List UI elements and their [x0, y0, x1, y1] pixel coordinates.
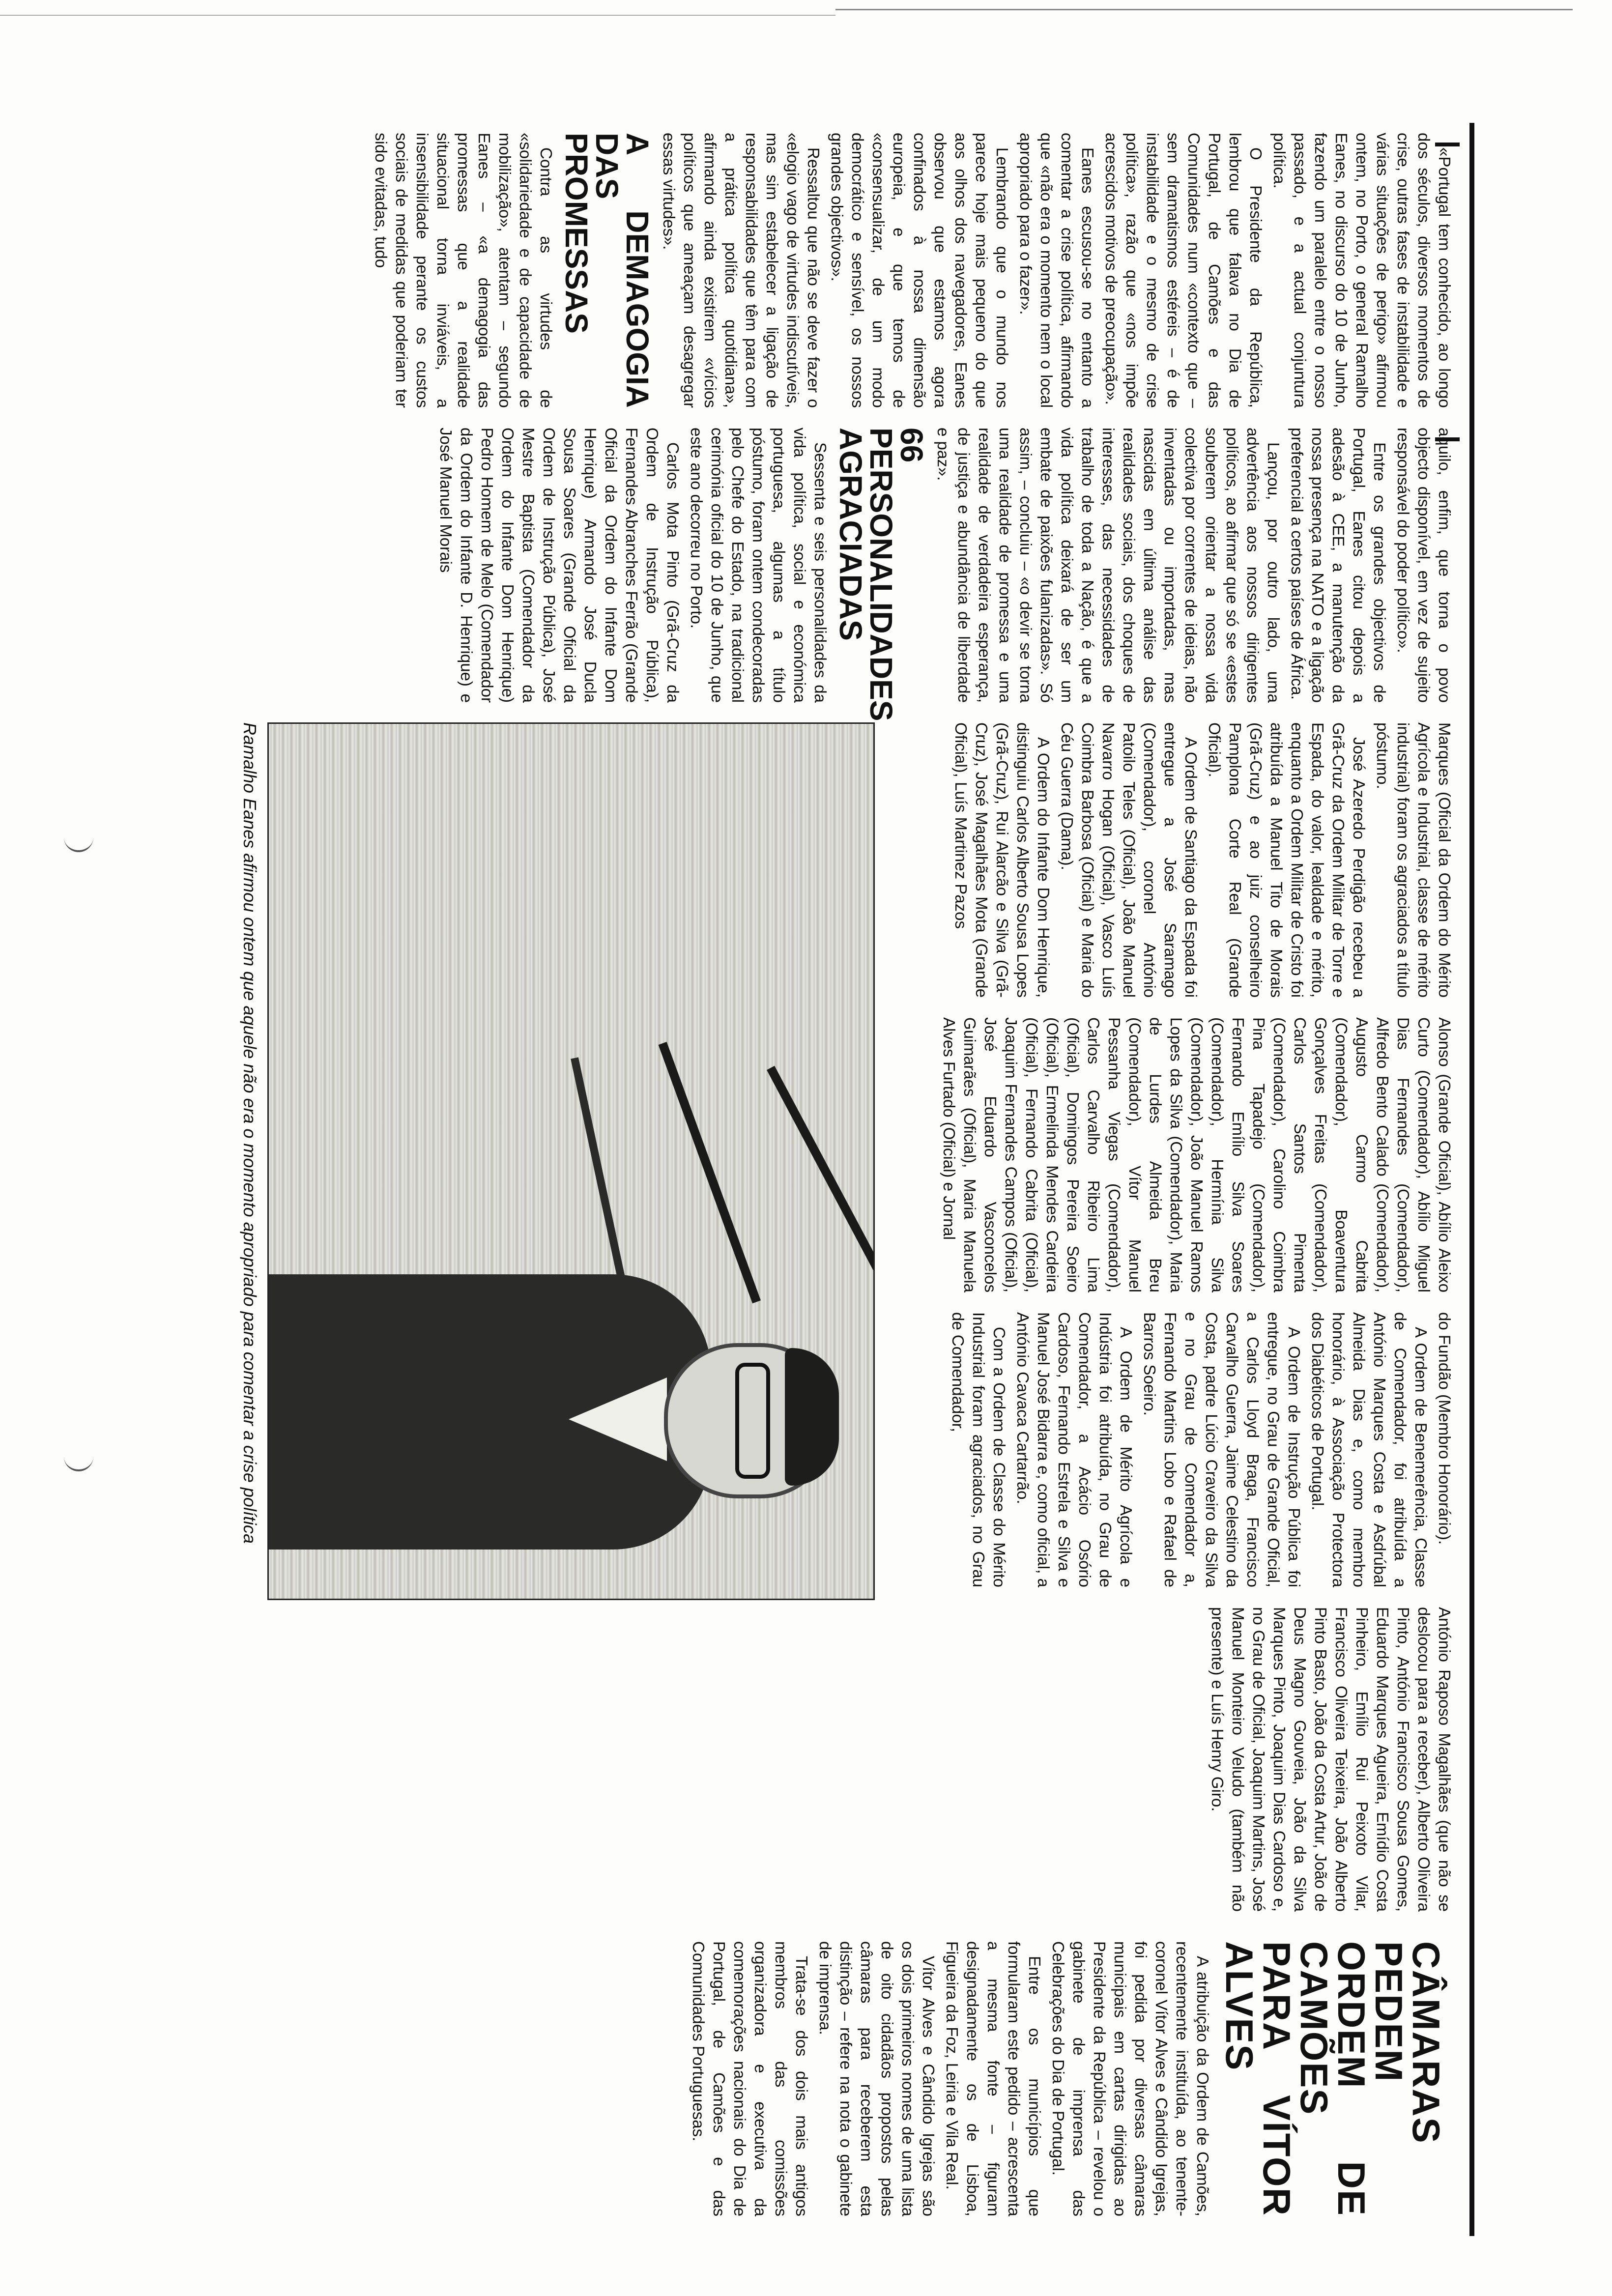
paragraph: «Portugal tem conhecido, ao longo dos séculos, diversos momentos de crise, outras fases de instabilidade e várias situações de perigo» afirmou ontem, no Porto, o general Ramalho Eanes, no discurso do 10 de Junho, fazendo um paralelo entre o nosso passado, e a actual conjuntura política.: [1270, 133, 1454, 408]
microphone-boom: [659, 1042, 761, 1303]
paragraph: Contra as virtudes de «solidariedade e de capacidade de mobilização», atentam – segundo Eanes – «a demagogia das promessas que a realidade situacional torna inviáveis, a insensibilidade perante os custos sociais de medidas que poderiam ter sido evitadas, tudo: [372, 133, 555, 408]
scan-edge-line: [835, 9, 1573, 10]
article-column-3: [948, 722, 1455, 998]
punch-hole-mark: [64, 1455, 93, 1471]
paragraph: A Ordem de Mérito Agrícola e Indústria foi atribuída, no Grau de Comendador, a Acácio Osório Cardoso, Fernando Estrela e Silva e Manuel José Bidarra e, como oficial, a António Cavaca Cartarrão.: [1014, 1312, 1135, 1587]
paragraph: A Ordem de Benemerência, Classe de Comendador, foi atribuída a António Marques Costa e Asdrúbal Almeida Dias e, como membro honorário, à Associação Protectora dos Diabéticos de Portugal.: [1309, 1312, 1430, 1587]
article-column-6: [1204, 1607, 1455, 1912]
paragraph: Lembrando que o mundo nos parece hoje mais pequeno do que aos olhos dos navegadores, Eanes observou que estamos agora confinados à nossa dimensão europeia, e que temos de «consensualizar, de um modo democrático e sensível, os nossos grandes objectivos».: [828, 133, 1011, 408]
photo-caption: Ramalho Eanes afirmou ontem que aquele não era o momento apropriado para comentar a crise política: [240, 722, 260, 1544]
news-photo-ramalho-eanes: [267, 722, 875, 1600]
rotated-newspaper-page: [197, 123, 1474, 2236]
article-column-2: [432, 428, 1455, 721]
paragraph: A Ordem de Instrução Pública foi entregue, no Grau de Grande Oficial, a Carlos Lloyd Braga, Francisco Carvalho Guerra, Jaime Celestino da Costa, padre Lúcio Craveiro da Silva e no Grau de Comendador a, Fernando Martins Lobo e Rafael de Barros Soeiro.: [1141, 1312, 1303, 1587]
paragraph: António Raposo Magalhães (que não se deslocou para a receber), Alberto Oliveira Pinto, António Francisco Sousa Gomes, Eduardo Marques Agueira, Emídio Costa Pinheiro, Emílio Rui Peixoto Vilar, Francisco Oliveira Teixeira, João Alberto Pinto Basto, João da Costa Artur, João de Deus Magno Gouveia, João da Silva Marques Pinto, Joaquim Dias Cardoso e, no Grau de Oficial, Joaquim Martins, José Manuel Monteiro Veludo (também não presente) e Luís Henry Giro.: [1209, 1607, 1454, 1912]
paragraph: Carlos Mota Pinto (Grã-Cruz da Ordem de Instrução Pública), Fernandes Abranches Ferrão (Grande Oficial da Ordem do Infante Dom Henrique) Armando José Ducla Sousa Soares (Grande Oficial da Ordem de Instrução Pública), José Mestre Baptista (Comendador da Ordem do Infante Dom Henrique) Pedro Homem de Melo (Comendador da Ordem do Infante D. Henrique) e José Manuel Morais: [437, 428, 682, 703]
paragraph: Alonso (Grande Oficial), Abílio Aleixo Curto (Comendador), Abílio Miguel Dias Fernandes (Comendador), Alfredo Bento Calado (Comendador), Augusto Carmo Cabrita (Comendador), Boaventura Gonçalves Freitas (Comendador), Carlos Santos Pimenta (Comendador), Carolino Coimbra Pina Tapadejo (Comendador), Fernando Emílio Silva Soares (Comendador), Hermínia Silva (Comendador), João Manuel Ramos Lopes da Silva (Comendador), Maria de Lurdes Almeida Breu (Comendador), Vítor Manuel Pessanha Viegas (Comendador), Carlos Carvalho Ribeiro Lima (Oficial), Domingos Pereira Soeiro (Oficial), Ermelinda Mendes Cardeira (Oficial), Fernando Cabrita (Oficial), Joaquim Fernandes Campos (Oficial), José Eduardo Vasconcelos Guimarães (Oficial), Maria Manuela Alves Furtado (Oficial) e Jornal: [940, 1017, 1454, 1292]
sidebar-article: [685, 1941, 1455, 2216]
paragraph: O Presidente da República, lembrou que falava no Dia de Portugal, de Camões e das Comunidades num «contexto que – sem dramatismos estéreis – é de instabilidade e o mesmo de crise política», razão que «nos impõe acrescidos motivos de preocupação».: [1102, 133, 1265, 408]
subheading: A DEMAGOGIA DAS PROMESSAS: [559, 133, 655, 408]
speaker-glasses: [735, 1363, 770, 1479]
paragraph: Vítor Alves e Cândido Igrejas são os dois primeiros nomes de uma lista de oito cidadãos propostos pelas câmaras para receberem esta distinção – refere na nota o gabinete de imprensa.: [816, 1941, 938, 2216]
paragraph: Eanes escusou-se no entanto a comentar a crise política, afirmando que «não era o momento nem o local apropriado para o fazer».: [1017, 133, 1097, 408]
paragraph: Ressaltou que não se deve fazer o «elogio vago de virtudes indiscutíveis, mas sim estabelecer a ligação de responsabilidades que têm para com a prática política quotidiana», afirmando ainda existirem «vícios políticos que ameaçam desagregar essas virtudes».: [660, 133, 823, 408]
paragraph: A Ordem de Santiago da Espada foi entregue a José Saramago (Comendador), coronel António Patoilo Teles (Oficial), João Manuel Navarro Hogan (Oficial), Vasco Luís Coimbra Barbosa (Oficial) e Maria do Céu Guerra (Dama).: [1058, 722, 1200, 998]
paragraph: Entre os municípios que formularam este pedido – acrescenta a mesma fonte – figuram designadamente os de Lisboa, Figueira da Foz, Leiria e Vila Real.: [943, 1941, 1044, 2216]
article-column-5: [945, 1312, 1455, 1587]
speaker-hair: [785, 1348, 839, 1486]
paragraph: Com a Ordem de Classe do Mérito Industrial foram agraciados, no Grau de Comendador,: [949, 1312, 1008, 1587]
article-column-4: [936, 1017, 1455, 1292]
newspaper-clipping: [197, 123, 1474, 2236]
paragraph: Lançou, por outro lado, uma advertência aos nossos dirigentes políticos, ao afirmar que só se «estes souberem orientar a nossa vida colectiva por correntes de ideias, não inventadas ou importadas, mas nascidas em última análise das realidades sociais, dos choques de interesses, das necessidades de trabalho de toda a Nação, é que a vida política deixará de ser um embate de paixões fulanizadas». Só assim, – concluiu – «o devir se torna uma realidade de promessa e uma realidade de verdadeira esperança, de justiça e abundância de liberdade e paz».: [934, 428, 1283, 703]
paragraph: A atribuição da Ordem de Camões, recentemente instituída, ao tenente-coronel Vítor Alves e Cândido Igrejas, foi pedida por diversas câmaras municipais em cartas dirigidas ao Presidente da República – revelou o gabinete de imprensa das Celebrações do Dia de Portugal.: [1049, 1941, 1212, 2216]
scan-edge-line: [0, 15, 835, 16]
paragraph: A Ordem do Infante Dom Henrique, distinguiu Carlos Alberto Sousa Lopes (Grã-Cruz), Rui Alarcão e Silva (Grã-Cruz), José Magalhães Mota (Grande Oficial), Luís Martinez Pazos: [952, 722, 1053, 998]
subheading: 66 PERSONALIDADES AGRACIADAS: [833, 428, 929, 721]
paragraph: Trata-se dos dois mais antigos membros das comissões organizadora e executiva da comemorações nacionais do Dia de Portugal, de Camões e das Comunidades Portuguesas.: [690, 1941, 811, 2216]
microphone-boom: [571, 1057, 632, 1309]
paragraph: Sessenta e seis personalidades da vida política, social e económica portuguesa, algumas a título póstumo, foram ontem condecoradas pelo Chefe do Estado, na tradicional cerimónia oficial do 10 de Junho, que este ano decorreu no Porto.: [688, 428, 830, 703]
article-headline: CÂMARAS PEDEM ORDEM DE CAMÕES PARA VÍTOR ALVES: [1218, 1941, 1448, 2216]
paragraph: Entre os grandes objectivos de Portugal, Eanes citou depois a adesão à CEE, a manutenção da nossa presença na NATO e a ligação preferencial a certos países de África.: [1288, 428, 1389, 703]
paragraph: Marques (Oficial da Ordem do Mérito Agrícola e Industrial, classe de mérito industrial) foram os agraciados a título póstumo.: [1374, 722, 1454, 998]
paragraph: do Fundão (Membro Honorário).: [1436, 1312, 1454, 1545]
paragraph: José Azeredo Perdigão recebeu a Grã-Cruz da Ordem Militar de Torre e Espada, do valor, lealdade e mérito, enquanto a Ordem Militar de Cristo foi atribuída a Manuel Tito de Morais (Grã-Cruz) e ao juiz conselheiro Pamplona Corte Real (Grande Oficial).: [1206, 722, 1368, 998]
punch-hole-mark: [64, 835, 93, 852]
top-rule: [1469, 123, 1474, 2236]
article-column-1: [368, 133, 1455, 408]
paragraph: aquilo, enfim, que torna o povo objecto disponível, em vez de sujeito responsável do poder político».: [1394, 428, 1454, 703]
microphone-boom: [767, 1066, 875, 1287]
